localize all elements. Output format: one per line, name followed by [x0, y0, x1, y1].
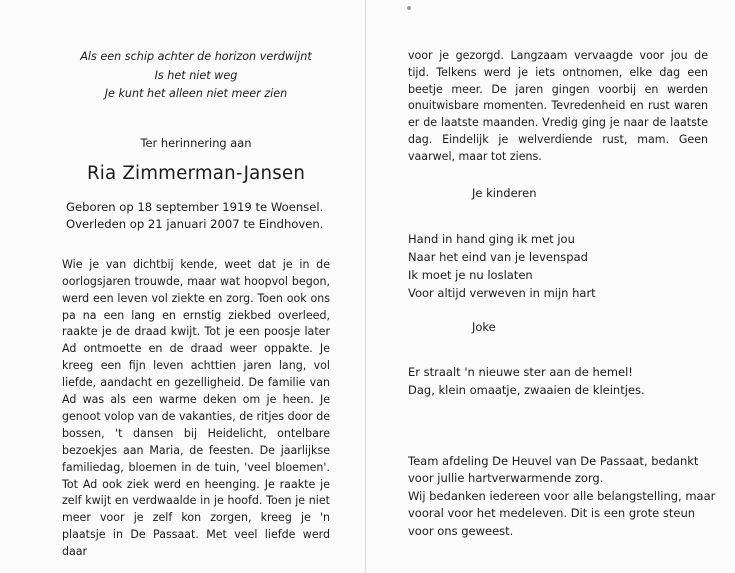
thanks-line: Wij bedanken iedereen voor alle belangstelling, maar [408, 488, 716, 503]
thanks-line: voor ons geweest. [408, 523, 514, 538]
signature-joke: Joke [472, 319, 496, 334]
poem-line: Hand in hand ging ik met jou [408, 231, 575, 246]
intro-text: Ter herinnering aan [140, 135, 252, 150]
poem-line: Als een schip achter de horizon verdwijnt [80, 50, 312, 63]
poem-line: Je kunt het alleen niet meer zien [104, 87, 288, 101]
thanks-line: vooral voor het medeleven. Dit is een grote steun [408, 506, 696, 521]
thanks-line: voor jullie hartverwarmende zorg. [408, 471, 604, 486]
deceased-name: Ria Zimmerman-Jansen [86, 162, 306, 184]
poem-line: Ik moet je nu loslaten [408, 267, 533, 282]
thanks-line: Team afdeling De Heuvel van De Passaat, bedankt [408, 453, 699, 468]
punch-dot [407, 6, 411, 10]
life-dates [62, 199, 330, 234]
poem-line: Voor altijd verweven in mijn hart [408, 285, 596, 300]
biography-text: Wie je van dichtbij kende, weet dat je in de oorlogsjaren trouwde, maar wat hoopvol begon, werd een leven vol ziekte en zorg. Toen ook ons pa na een lang en ernstig ziekbed overleed, raakte je de draad kwijt. Tot je een poosje later Ad ontmoette en de draad weer oppakte. Je kreeg een fijn leven achttien jaren lang, vol liefde, aandacht en gezelligheid. De familie van Ad was als een warme deken om je heen. Je genoot volop van de vakanties, de ritjes door de bossen, 't dansen bij Heidelicht, ontelbare bezoekjes aan Maria, de feesten. De jaarlijkse familiedag, bloemen in de tuin, 'veel bloemen'. Tot Ad ook ziek werd en heenging. Je raakte je zelf kwijt en verdwaalde in je hoofd. Toen je niet meer voor je zelf kon zorgen, kreeg je 'n plaatsje in De Passaat. Met veel liefde werd daar [62, 257, 331, 559]
star-line: Er straalt 'n nieuwe ster aan de hemel! [408, 364, 633, 379]
farewell-poem [408, 230, 708, 302]
right-page [408, 48, 716, 540]
star-line: Dag, klein omaatje, zwaaien de kleintjes. [408, 382, 645, 397]
death-line: Overleden op 21 januari 2007 te Eindhoven. [66, 217, 324, 232]
opening-poem [62, 48, 330, 104]
star-message [408, 363, 708, 399]
signature-children: Je kinderen [472, 185, 537, 200]
poem-line: Is het niet weg [154, 68, 238, 82]
left-page [62, 48, 330, 561]
poem-line: Naar het eind van je levenspad [408, 249, 588, 264]
biography-continuation: voor je gezorgd. Langzaam vervaagde voor jou de tijd. Telkens werd je iets ontnomen, elke dag een beetje meer. De jaren gingen voorbij en werden onuitwisbare momenten. Tevredenheid en rust waren er de laatste maanden. Vredig ging je naar de laatste dag. Eindelijk je welverdiende rust, mam. Geen vaarwel, maar tot ziens. [408, 49, 708, 163]
card-fold-line [365, 0, 366, 573]
thanks-message [408, 453, 716, 541]
birth-line: Geboren op 18 september 1919 te Woensel. [66, 199, 324, 214]
